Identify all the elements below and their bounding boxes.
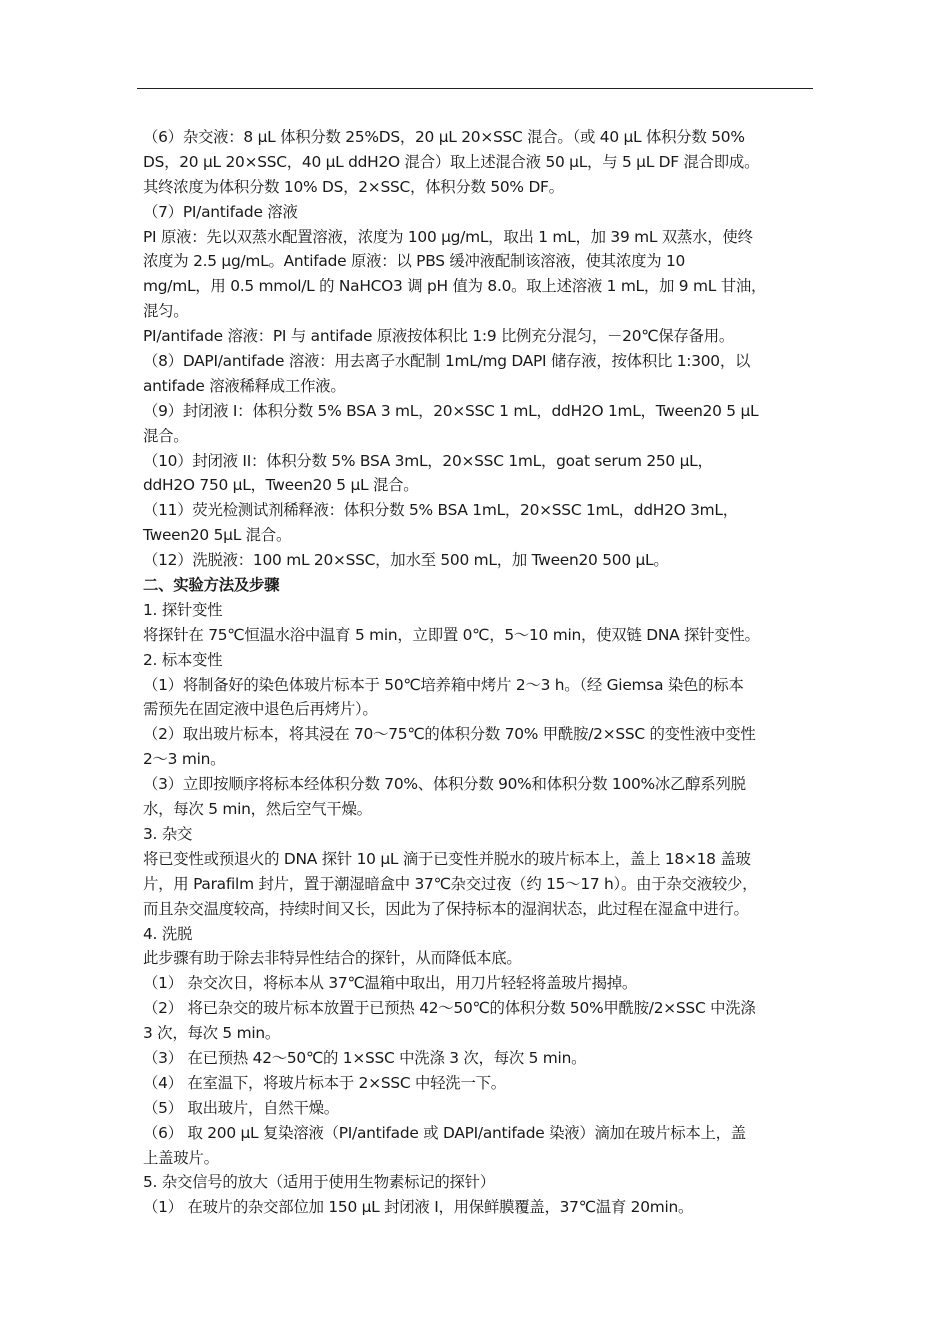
step-heading: 1. 探针变性 [143,600,223,619]
text-line: 片，用 Parafilm 封片，置于潮湿暗盒中 37℃杂交过夜（约 15～17 h）。由于杂交液较少， [143,874,758,893]
text-line: （5） 取出玻片，自然干燥。 [143,1098,339,1117]
text-line: 将探针在 75℃恒温水浴中温育 5 min，立即置 0℃，5～10 min，使双链 DNA 探针变性。 [143,625,760,644]
document-body [143,125,811,1220]
text-line: PI 原液：先以双蒸水配置溶液，浓度为 100 μg/mL，取出 1 mL，加 39 mL 双蒸水，使终 [143,227,753,246]
text-line: （10）封闭液 II：体积分数 5% BSA 3mL，20×SSC 1mL，goat serum 250 μL， [143,451,713,470]
text-line: DS，20 μL 20×SSC，40 μL ddH2O 混合）取上述混合液 50 μL，与 5 μL DF 混合即成。 [143,152,760,171]
text-line: 需预先在固定液中退色后再烤片）。 [143,700,378,719]
text-line: PI/antifade 溶液：PI 与 antifade 原液按体积比 1:9 比例充分混匀，－20℃保存备用。 [143,327,734,346]
text-line: 混匀。 [143,302,189,321]
text-line: （3） 在已预热 42～50℃的 1×SSC 中洗涤 3 次，每次 5 min。 [143,1048,587,1067]
step-heading: 3. 杂交 [143,824,193,843]
text-line: 浓度为 2.5 μg/mL。Antifade 原液：以 PBS 缓冲液配制该溶液，使其浓度为 10 [143,252,686,271]
text-line: （12）洗脱液：100 mL 20×SSC，加水至 500 mL，加 Tween20 500 μL。 [143,551,669,570]
text-line: （4） 在室温下，将玻片标本于 2×SSC 中轻洗一下。 [143,1073,506,1092]
text-line: 将已变性或预退火的 DNA 探针 10 μL 滴于已变性并脱水的玻片标本上，盖上 18×18 盖玻 [143,849,751,868]
step-heading: 5. 杂交信号的放大（适用于使用生物素标记的探针） [143,1173,495,1192]
text-line: （2）取出玻片标本，将其浸在 70～75℃的体积分数 70% 甲酰胺/2×SSC 的变性液中变性 [143,725,756,744]
step-heading: 2. 标本变性 [143,650,223,669]
text-line: （2） 将已杂交的玻片标本放置于已预热 42～50℃的体积分数 50%甲酰胺/2×SSC 中洗涤 [143,999,756,1018]
step-heading: 4. 洗脱 [143,924,193,943]
text-line: antifade 溶液稀释成工作液。 [143,376,346,395]
text-line: （8）DAPI/antifade 溶液：用去离子水配制 1mL/mg DAPI 储存液，按体积比 1:300，以 [143,352,751,371]
header-rule [137,88,813,89]
text-line: Tween20 5μL 混合。 [143,526,292,545]
text-line: （11）荧光检测试剂稀释液：体积分数 5% BSA 1mL，20×SSC 1mL，ddH2O 3mL， [143,501,738,520]
text-line: 水，每次 5 min，然后空气干燥。 [143,800,372,819]
text-line: 上盖玻片。 [143,1148,219,1167]
section-heading: 二、实验方法及步骤 [143,576,280,595]
text-line: 2～3 min。 [143,750,226,769]
text-line: （3）立即按顺序将标本经体积分数 70%、体积分数 90%和体积分数 100%冰乙醇系列脱 [143,775,746,794]
text-line: mg/mL，用 0.5 mmol/L 的 NaHCO3 调 pH 值为 8.0。取上述溶液 1 mL，加 9 mL 甘油， [143,277,767,296]
text-line: （1） 在玻片的杂交部位加 150 μL 封闭液 I，用保鲜膜覆盖，37℃温育 20min。 [143,1198,694,1217]
text-line: 其终浓度为体积分数 10% DS，2×SSC，体积分数 50% DF。 [143,177,564,196]
text-line: （1） 杂交次日，将标本从 37℃温箱中取出，用刀片轻轻将盖玻片揭掉。 [143,974,638,993]
text-line: （7）PI/antifade 溶液 [143,202,298,221]
text-line: 此步骤有助于除去非特异性结合的探针，从而降低本底。 [143,949,522,968]
text-line: 3 次，每次 5 min。 [143,1024,280,1043]
text-line: （6） 取 200 μL 复染溶液（PI/antifade 或 DAPI/antifade 染液）滴加在玻片标本上，盖 [143,1123,746,1142]
text-line: ddH2O 750 μL，Tween20 5 μL 混合。 [143,476,419,495]
text-line: （9）封闭液 I：体积分数 5% BSA 3 mL，20×SSC 1 mL，ddH2O 1mL，Tween20 5 μL [143,401,759,420]
text-line: 混合。 [143,426,189,445]
text-line: （6）杂交液：8 μL 体积分数 25%DS，20 μL 20×SSC 混合。（或 40 μL 体积分数 50% [143,128,745,146]
text-line: （1）将制备好的染色体玻片标本于 50℃培养箱中烤片 2～3 h。（经 Giemsa 染色的标本 [143,675,744,694]
text-line: 而且杂交温度较高，持续时间又长，因此为了保持标本的湿润状态，此过程在湿盒中进行。 [143,899,749,918]
